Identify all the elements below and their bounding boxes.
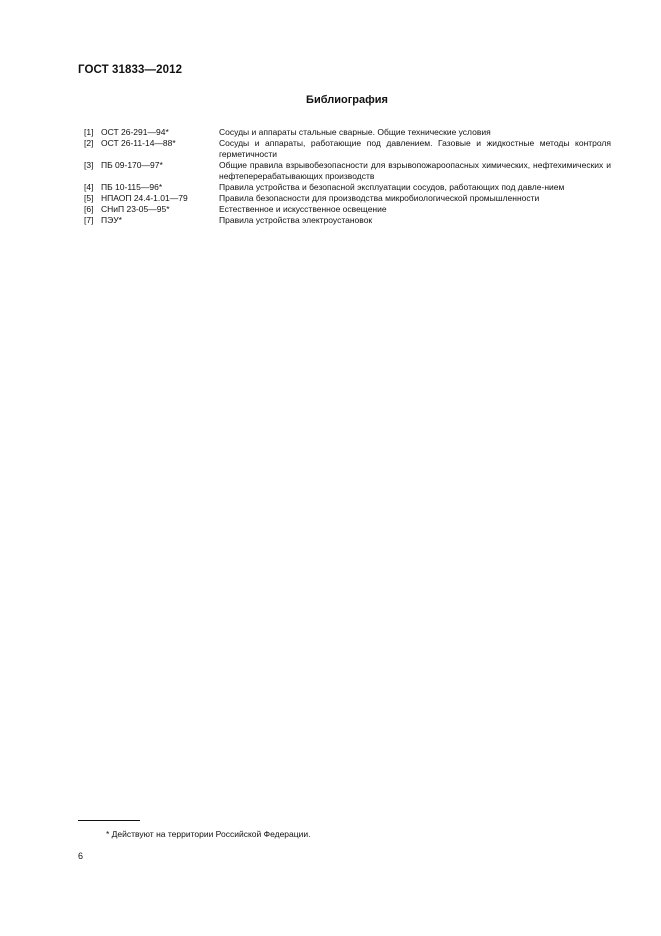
bibliography-item-title: Правила устройства и безопасной эксплуатации сосудов, работающих под давле-нием	[219, 182, 565, 192]
page-number: 6	[78, 851, 84, 861]
bibliography-item	[84, 182, 611, 193]
bibliography-list	[84, 127, 611, 226]
bibliography-item-code: ОСТ 26-291—94*	[101, 127, 169, 137]
bibliography-item	[84, 193, 611, 204]
bibliography-item-number: [5]	[84, 193, 94, 203]
bibliography-item	[84, 160, 611, 182]
bibliography-item-code: ПЭУ*	[101, 215, 122, 225]
bibliography-item-code: ОСТ 26-11-14—88*	[101, 138, 176, 148]
bibliography-heading: Библиография	[306, 94, 388, 106]
bibliography-item-title: Сосуды и аппараты стальные сварные. Общие технические условия	[219, 127, 491, 137]
bibliography-item-number: [1]	[84, 127, 94, 137]
bibliography-item-code: ПБ 10-115—96*	[101, 182, 163, 192]
document-code: ГОСТ 31833—2012	[78, 64, 183, 76]
footnote: * Действуют на территории Российской Федерации.	[106, 829, 311, 839]
bibliography-item	[84, 127, 611, 138]
bibliography-item-code: НПАОП 24.4-1.01—79	[101, 193, 188, 203]
bibliography-item-title: Сосуды и аппараты, работающие под давлением. Газовые и жидкостные методы контроля герметичности	[219, 138, 611, 159]
bibliography-item	[84, 215, 611, 226]
bibliography-item	[84, 204, 611, 215]
bibliography-item-code: ПБ 09-170—97*	[101, 160, 163, 170]
bibliography-item-number: [7]	[84, 215, 94, 225]
bibliography-item-code: СНиП 23-05—95*	[101, 204, 170, 214]
bibliography-item-number: [3]	[84, 160, 94, 170]
bibliography-item-title: Правила устройства электроустановок	[219, 215, 373, 225]
bibliography-item-number: [6]	[84, 204, 94, 214]
bibliography-item-number: [4]	[84, 182, 94, 192]
bibliography-item-title: Естественное и искусственное освещение	[219, 204, 387, 214]
bibliography-item-number: [2]	[84, 138, 94, 148]
bibliography-item-title: Общие правила взрывобезопасности для взрывопожароопасных химических, нефтехимических и нефтеперерабатывающих производств	[219, 160, 611, 181]
footnote-separator	[78, 820, 140, 821]
bibliography-item	[84, 138, 611, 160]
bibliography-item-title: Правила безопасности для производства микробиологической промышленности	[219, 193, 540, 203]
